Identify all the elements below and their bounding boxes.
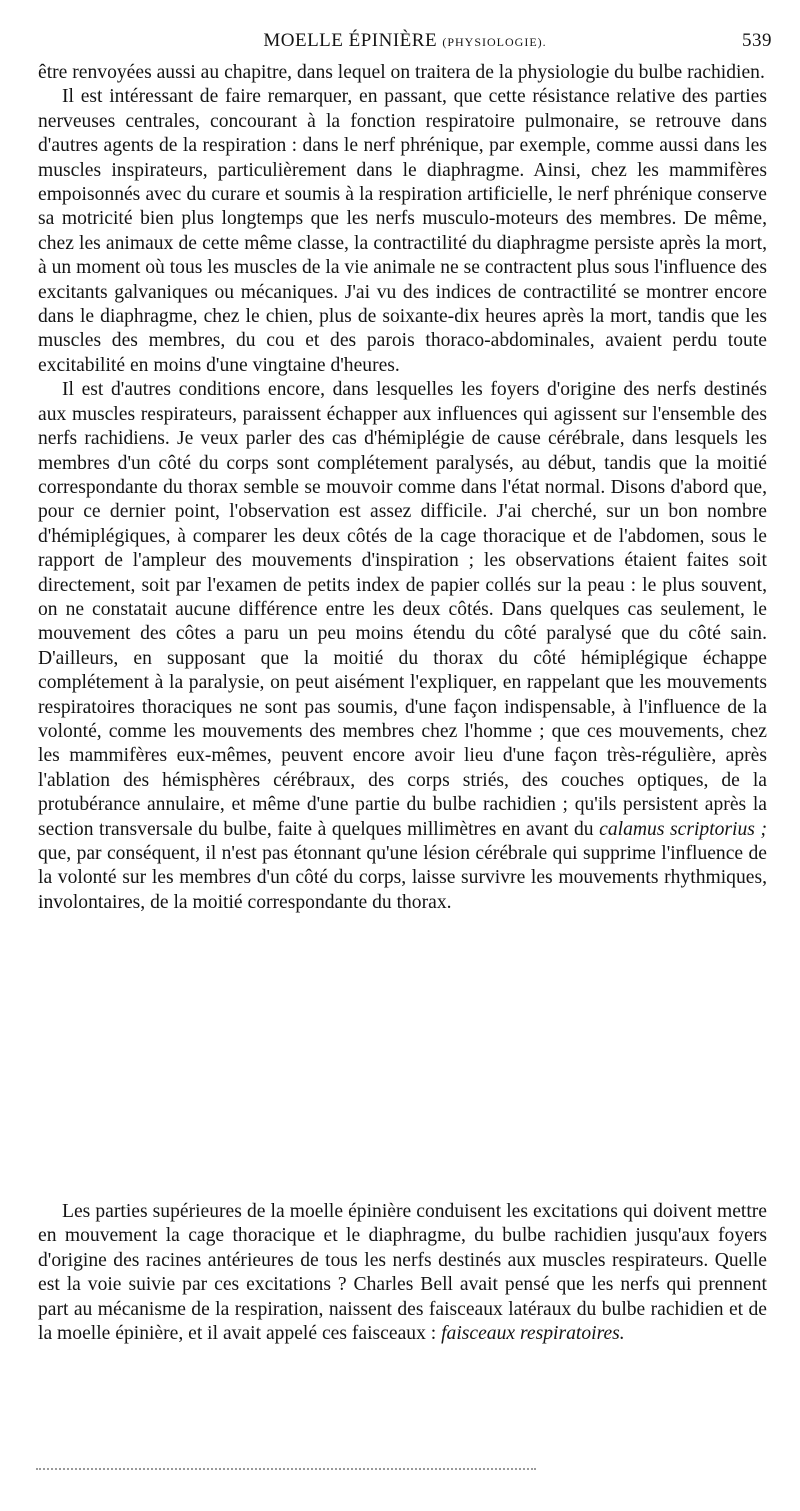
page-number: 539 xyxy=(742,30,772,51)
paragraph-charles-bell-text: Les parties supérieures de la moelle épinière conduisent les excitations qui doivent mettre en mouvement la cage thoracique et le diaphragme, du bulbe rachidien jusqu'aux foyers d'origine des racines antérieures de tous les nerfs destinés aux muscles respirateurs. Quelle est la voie suivie par ces excitations ? Charles Bell avait pensé que les nerfs qui prennent part au mécanisme de la respiration, naissent des faisceaux latéraux du bulbe rachidien et de la moelle épinière, et il avait appelé ces faisceaux : xyxy=(38,1201,767,1345)
paragraph-charles-bell xyxy=(38,1200,767,1346)
paragraph-continued: être renvoyées aussi au chapitre, dans lequel on traitera de la physiologie du bulbe rachidien. xyxy=(38,62,765,83)
paragraph-charles-bell-italic: faisceaux respiratoires. xyxy=(441,1323,625,1345)
text-block-lower xyxy=(38,1200,767,1346)
paragraph-resistance: Il est intéressant de faire remarquer, en passant, que cette résistance relative des parties nerveuses centrales, concourant à la fonction respiratoire pulmonaire, se retrouve dans d'autres agents de la respiration : dans le nerf phrénique, par exemple, comme aussi dans les muscles inspirateurs, particulièrement dans le diaphragme. Ainsi, chez les mammifères empoisonnés avec du curare et soumis à la respiration artificielle, le nerf phrénique conserve sa motricité bien plus longtemps que les nerfs musculo-moteurs des membres. De même, chez les animaux de cette même classe, la contractilité du diaphragme persiste après la mort, à un moment où tous les muscles de la vie animale ne se contractent plus sous l'influence des excitants galvaniques ou mécaniques. J'ai vu des indices de contractilité se montrer encore dans le diaphragme, chez le chien, plus de soixante-dix heures après la mort, tandis que les muscles des membres, du cou et des parois thoraco-abdominales, avaient perdu toute excitabilité en moins d'une vingtaine d'heures. xyxy=(38,86,767,376)
text-block-upper xyxy=(38,61,767,915)
header-subtitle: (PHYSIOLOGIE). xyxy=(442,35,547,49)
paragraph-hemiplegia xyxy=(38,378,767,915)
header-title: MOELLE ÉPINIÈRE xyxy=(263,30,438,51)
paragraph-hemiplegia-end: que, par conséquent, il n'est pas étonnant qu'une lésion cérébrale qui supprime l'influence de la volonté sur les membres d'un côté du corps, laisse survivre les mouvements rhythmiques, involontaires, de la moitié correspondante du thorax. xyxy=(38,843,767,913)
paragraph-hemiplegia-italic: calamus scriptorius ; xyxy=(599,818,768,840)
footer-rule xyxy=(36,1468,536,1470)
running-header xyxy=(38,30,772,60)
paragraph-hemiplegia-text: Il est d'autres conditions encore, dans lesquelles les foyers d'origine des nerfs destinés aux muscles respirateurs, paraissent échapper aux influences qui agissent sur l'ensemble des nerfs rachidiens. Je veux parler des cas d'hémiplégie de cause cérébrale, dans lesquels les membres d'un côté du corps sont complétement paralysés, au début, tandis que la moitié correspondante du thorax semble se mouvoir comme dans l'état normal. Disons d'abord que, pour ce dernier point, l'observation est assez difficile. J'ai cherché, sur un bon nombre d'hémiplégiques, à comparer les deux côtés de la cage thoracique et de l'abdomen, sous le rapport de l'ampleur des mouvements d'inspiration ; les observations étaient faites soit directement, soit par l'examen de petits index de papier collés sur la peau : le plus souvent, on ne constatait aucune différence entre les deux côtés. Dans quelques cas seulement, le mouvement des côtes a paru un peu moins étendu du côté paralysé que du côté sain. D'ailleurs, en supposant que la moitié du thorax du côté hémiplégique échappe complétement à la paralysie, on peut aisément l'expliquer, en rappelant que les mouvements respiratoires thoraciques ne sont pas soumis, d'une façon indispensable, à l'influence de la volonté, comme les mouvements des membres chez l'homme ; que ces mouvements, chez les mammifères eux-mêmes, peuvent encore avoir lieu d'une façon très-régulière, après l'ablation des hémisphères cérébraux, des corps striés, des couches optiques, de la protubérance annulaire, et même d'une partie du bulbe rachidien ; qu'ils persistent après la section transversale du bulbe, faite à quelques millimètres en avant du xyxy=(38,379,767,840)
running-title xyxy=(38,30,772,52)
